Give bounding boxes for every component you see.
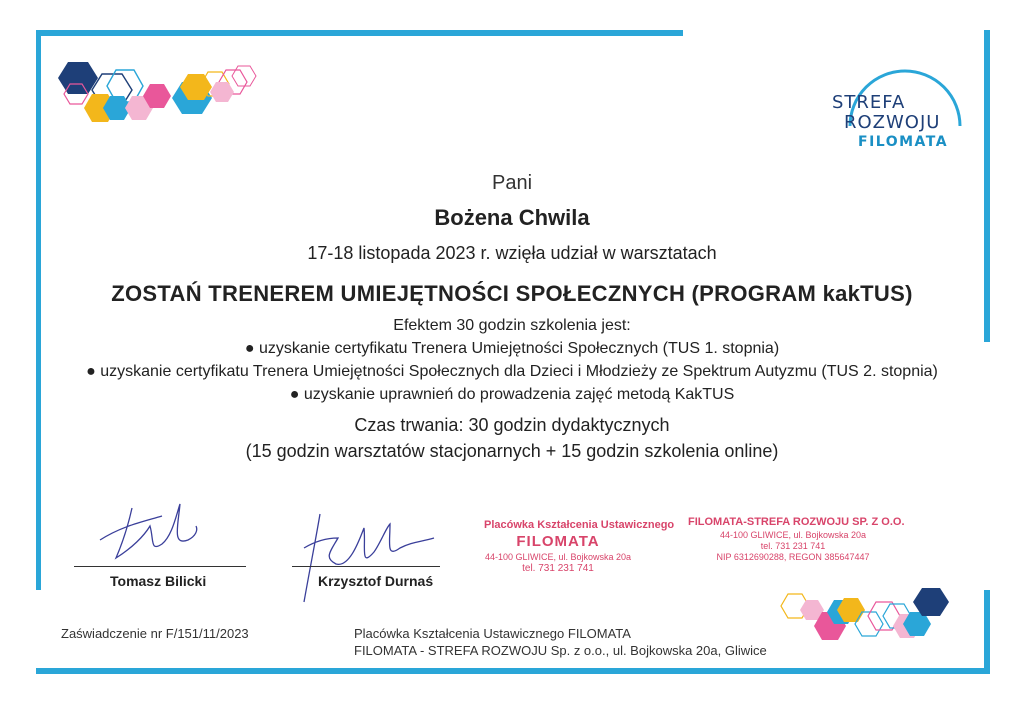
- signature-line-1: [74, 566, 246, 567]
- signatory-name-2: Krzysztof Durnaś: [318, 573, 434, 589]
- stamp-address: 44-100 GLIWICE, ul. Bojkowska 20a: [719, 529, 867, 540]
- stamp-brand: FILOMATA: [516, 532, 600, 550]
- institution-stamp: [484, 519, 675, 575]
- logo-text-strefa: STREFA: [832, 92, 906, 113]
- institution-footer: [354, 626, 767, 660]
- recipient-name: Bożena Chwila: [434, 205, 590, 230]
- date-line: 17-18 listopada 2023 r. wzięła udział w warsztatach: [307, 243, 717, 263]
- bullet-item: ● uzyskanie certyfikatu Trenera Umiejętności Społecznych dla Dzieci i Młodzieży ze Spektrum Autyzmu (TUS 2. stopnia): [86, 363, 938, 380]
- stamp-title: Placówka Kształcenia Ustawicznego: [484, 519, 675, 531]
- program-title: ZOSTAŃ TRENEREM UMIEJĘTNOŚCI SPOŁECZNYCH (PROGRAM kakTUS): [111, 281, 913, 306]
- duration-detail: (15 godzin warsztatów stacjonarnych + 15 godzin szkolenia online): [245, 441, 779, 461]
- company-stamp: [688, 516, 905, 564]
- frame-border-left: [36, 30, 41, 590]
- bullet-item: ● uzyskanie uprawnień do prowadzenia zajęć metodą KakTUS: [289, 386, 735, 403]
- bullet-item: ● uzyskanie certyfikatu Trenera Umiejętności Społecznych (TUS 1. stopnia): [244, 340, 780, 357]
- signature-line-2: [292, 566, 440, 567]
- logo-text-rozwoju: ROZWOJU: [844, 112, 941, 133]
- salutation: Pani: [491, 172, 533, 194]
- stamp-ids: NIP 6312690288, REGON 385647447: [716, 552, 870, 563]
- hexagon-decoration-bottom-right: [778, 584, 958, 646]
- stamp-address: 44-100 GLIWICE, ul. Bojkowska 20a: [484, 551, 632, 562]
- bullet-text: uzyskanie uprawnień do prowadzenia zajęć metodą KakTUS: [303, 386, 735, 403]
- frame-border-bottom: [36, 668, 990, 674]
- bullet-text: uzyskanie certyfikatu Trenera Umiejętności Społecznych dla Dzieci i Młodzieży ze Spektrum Autyzmu (TUS 2. stopnia): [100, 363, 938, 380]
- signature-scribble-2: [290, 508, 450, 608]
- strefa-rozwoju-logo: [820, 56, 970, 156]
- effect-intro: Efektem 30 godzin szkolenia jest:: [393, 317, 631, 334]
- signature-scribble-1: [92, 496, 202, 566]
- logo-text-filomata: FILOMATA: [858, 134, 949, 150]
- stamp-phone: tel. 731 231 741: [760, 541, 826, 551]
- duration: Czas trwania: 30 godzin dydaktycznych: [354, 415, 670, 435]
- bullet-text: uzyskanie certyfikatu Trenera Umiejętności Społecznych (TUS 1. stopnia): [258, 340, 780, 357]
- stamp-phone: tel. 731 231 741: [522, 562, 594, 574]
- hexagon-decoration-top-left: [56, 56, 266, 136]
- frame-border-right-lower: [984, 590, 990, 674]
- certificate-number: Zaświadczenie nr F/151/11/2023: [61, 626, 249, 641]
- frame-border-top: [36, 30, 683, 36]
- footer-line-2: FILOMATA - STREFA ROZWOJU Sp. z o.o., ul. Bojkowska 20a, Gliwice: [354, 642, 767, 658]
- signatory-name-1: Tomasz Bilicki: [110, 573, 207, 589]
- stamp-title: FILOMATA-STREFA ROZWOJU SP. Z O.O.: [688, 516, 905, 528]
- footer-line-1: Placówka Kształcenia Ustawicznego FILOMATA: [354, 626, 631, 641]
